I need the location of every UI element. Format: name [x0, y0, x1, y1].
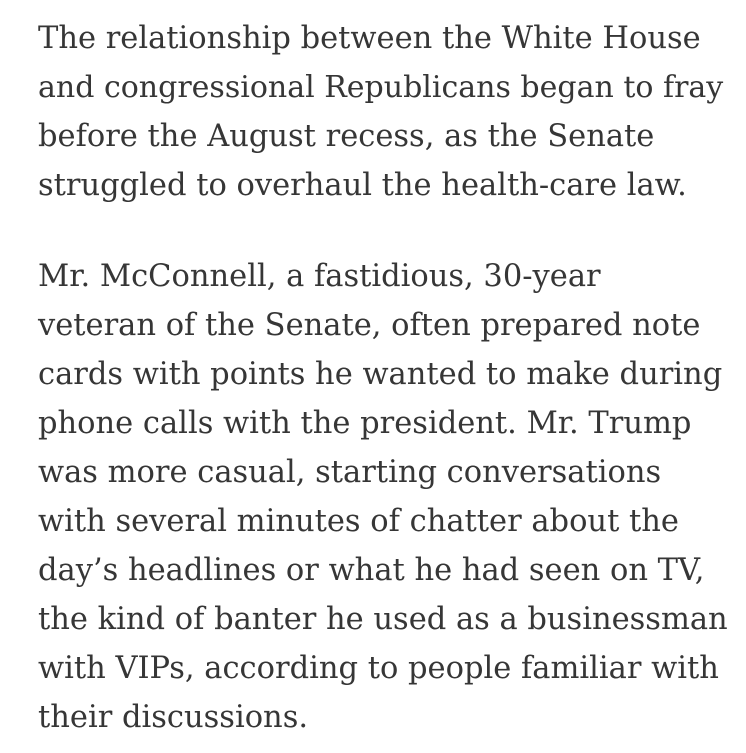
text-line: day’s headlines or what he had seen on TV,	[38, 553, 705, 588]
text-line: with VIPs, according to people familiar with	[38, 651, 719, 686]
text-line: phone calls with the president. Mr. Trump	[38, 406, 692, 441]
text-line: with several minutes of chatter about the	[38, 504, 679, 539]
text-line: Mr. McConnell, a fastidious, 30-year	[38, 259, 601, 294]
text-line: was more casual, starting conversations	[38, 455, 662, 490]
text-line: struggled to overhaul the health-care law.	[38, 168, 687, 203]
paragraph-2	[38, 252, 728, 742]
text-line: and congressional Republicans began to fray	[38, 70, 724, 105]
text-line: cards with points he wanted to make during	[38, 357, 723, 392]
paragraph-spacer	[38, 210, 728, 252]
text-line: veteran of the Senate, often prepared note	[38, 308, 701, 343]
text-line: their discussions.	[38, 700, 309, 735]
article-body	[38, 14, 728, 742]
text-line: the kind of banter he used as a businessman	[38, 602, 728, 637]
text-line: before the August recess, as the Senate	[38, 119, 655, 154]
paragraph-1	[38, 14, 728, 210]
text-line: The relationship between the White House	[38, 21, 701, 56]
